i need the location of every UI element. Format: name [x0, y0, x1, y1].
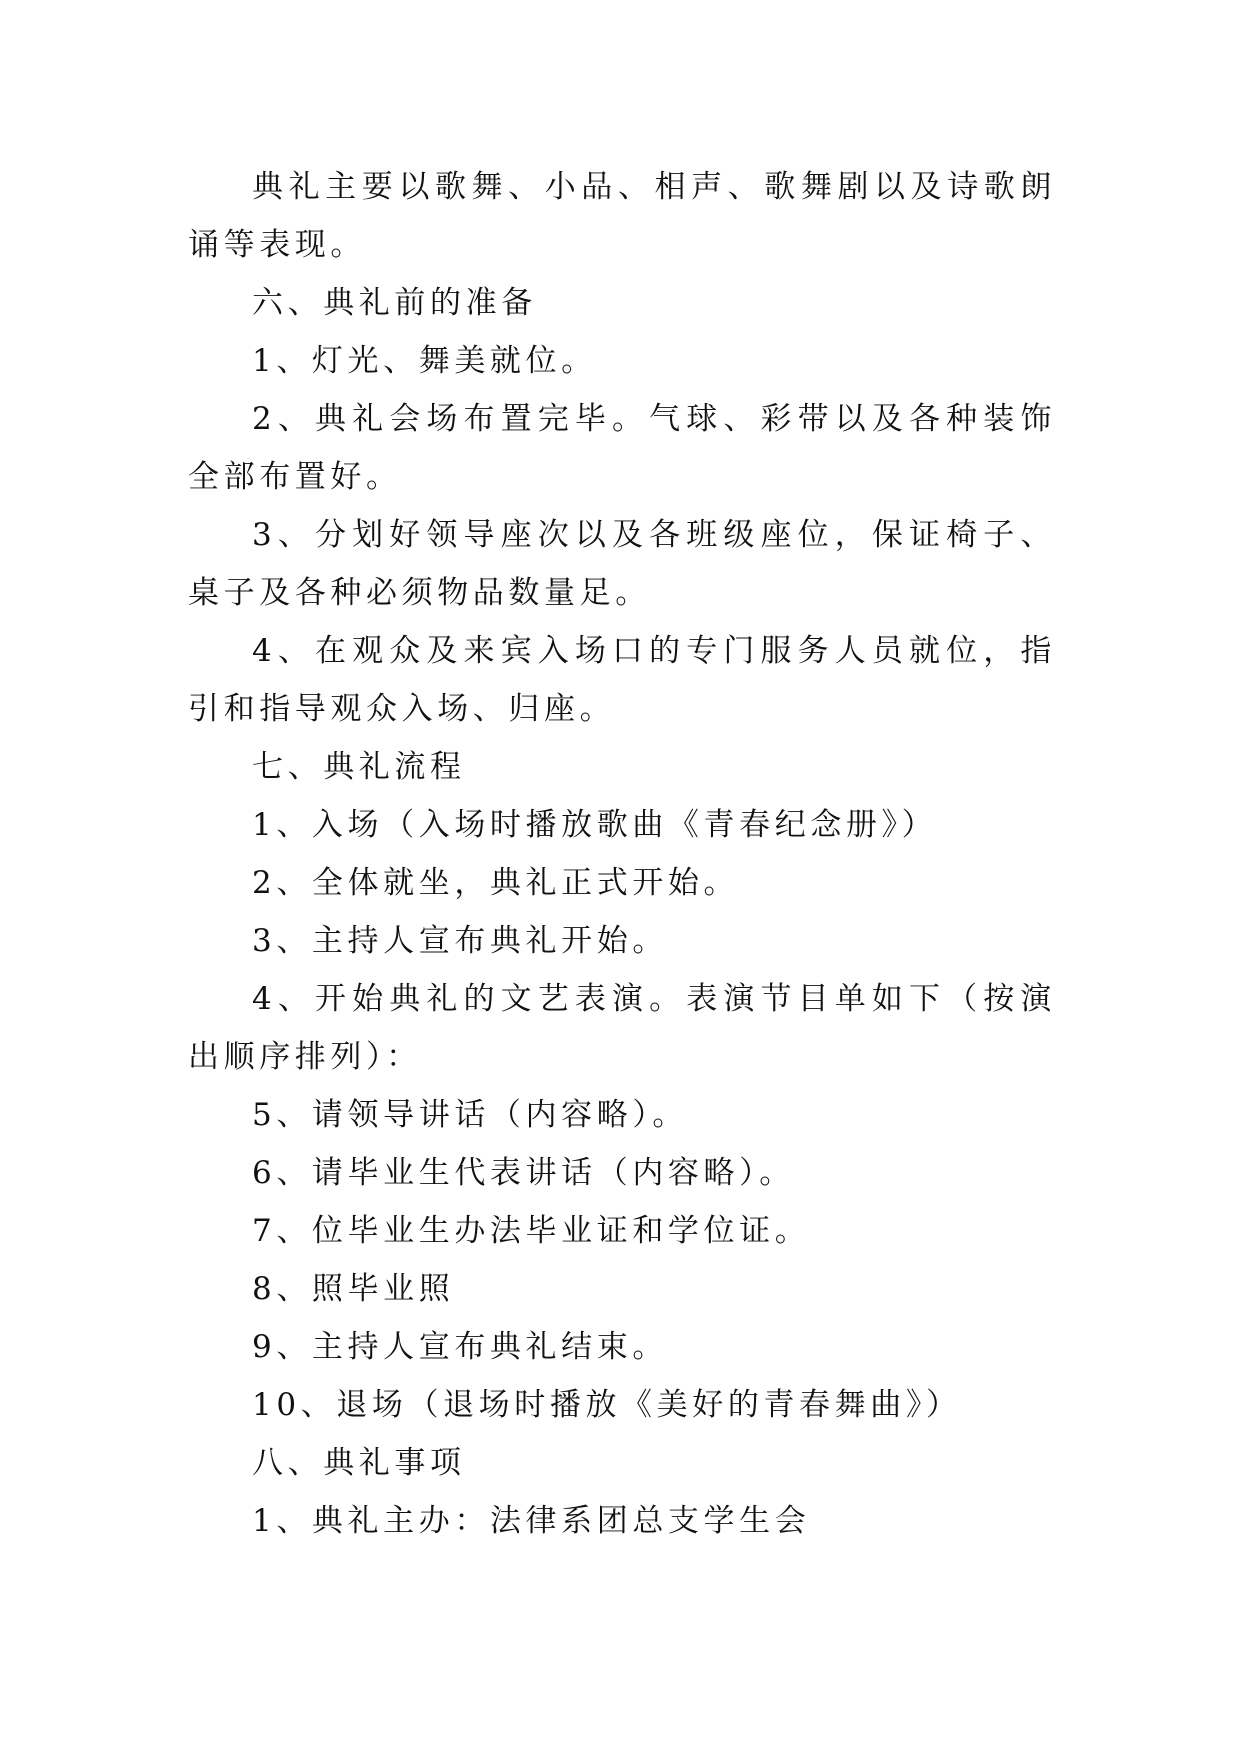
- list-item: 4、开始典礼的文艺表演。表演节目单如下（按演出顺序排列）：: [188, 981, 1056, 1075]
- list-item: 5、请领导讲话（内容略）。: [252, 1097, 689, 1133]
- list-item: 6、请毕业生代表讲话（内容略）。: [252, 1155, 795, 1191]
- list-item: 8、照毕业照: [252, 1271, 455, 1307]
- list-item: 3、主持人宣布典礼开始。: [252, 923, 668, 959]
- list-item: 2、全体就坐，典礼正式开始。: [252, 865, 740, 901]
- list-item: 7、位毕业生办法毕业证和学位证。: [252, 1213, 811, 1249]
- list-item: 1、典礼主办：法律系团总支学生会: [252, 1503, 811, 1539]
- list-item: 4、在观众及来宾入场口的专门服务人员就位，指引和指导观众入场、归座。: [188, 633, 1056, 727]
- document-body: [188, 158, 1056, 1550]
- list-item: 1、灯光、舞美就位。: [252, 343, 597, 379]
- section-heading-procedure: 七、典礼流程: [252, 749, 466, 785]
- paragraph-intro: 典礼主要以歌舞、小品、相声、歌舞剧以及诗歌朗诵等表现。: [188, 169, 1056, 263]
- section-heading-preparation: 六、典礼前的准备: [252, 285, 537, 321]
- list-item: 3、分划好领导座次以及各班级座位，保证椅子、桌子及各种必须物品数量足。: [188, 517, 1056, 611]
- list-item: 1、入场（入场时播放歌曲《青春纪念册》）: [252, 807, 938, 843]
- list-item: 10、退场（退场时播放《美好的青春舞曲》）: [252, 1387, 962, 1423]
- list-item: 2、典礼会场布置完毕。气球、彩带以及各种装饰全部布置好。: [188, 401, 1056, 495]
- list-item: 9、主持人宣布典礼结束。: [252, 1329, 668, 1365]
- section-heading-matters: 八、典礼事项: [252, 1445, 466, 1481]
